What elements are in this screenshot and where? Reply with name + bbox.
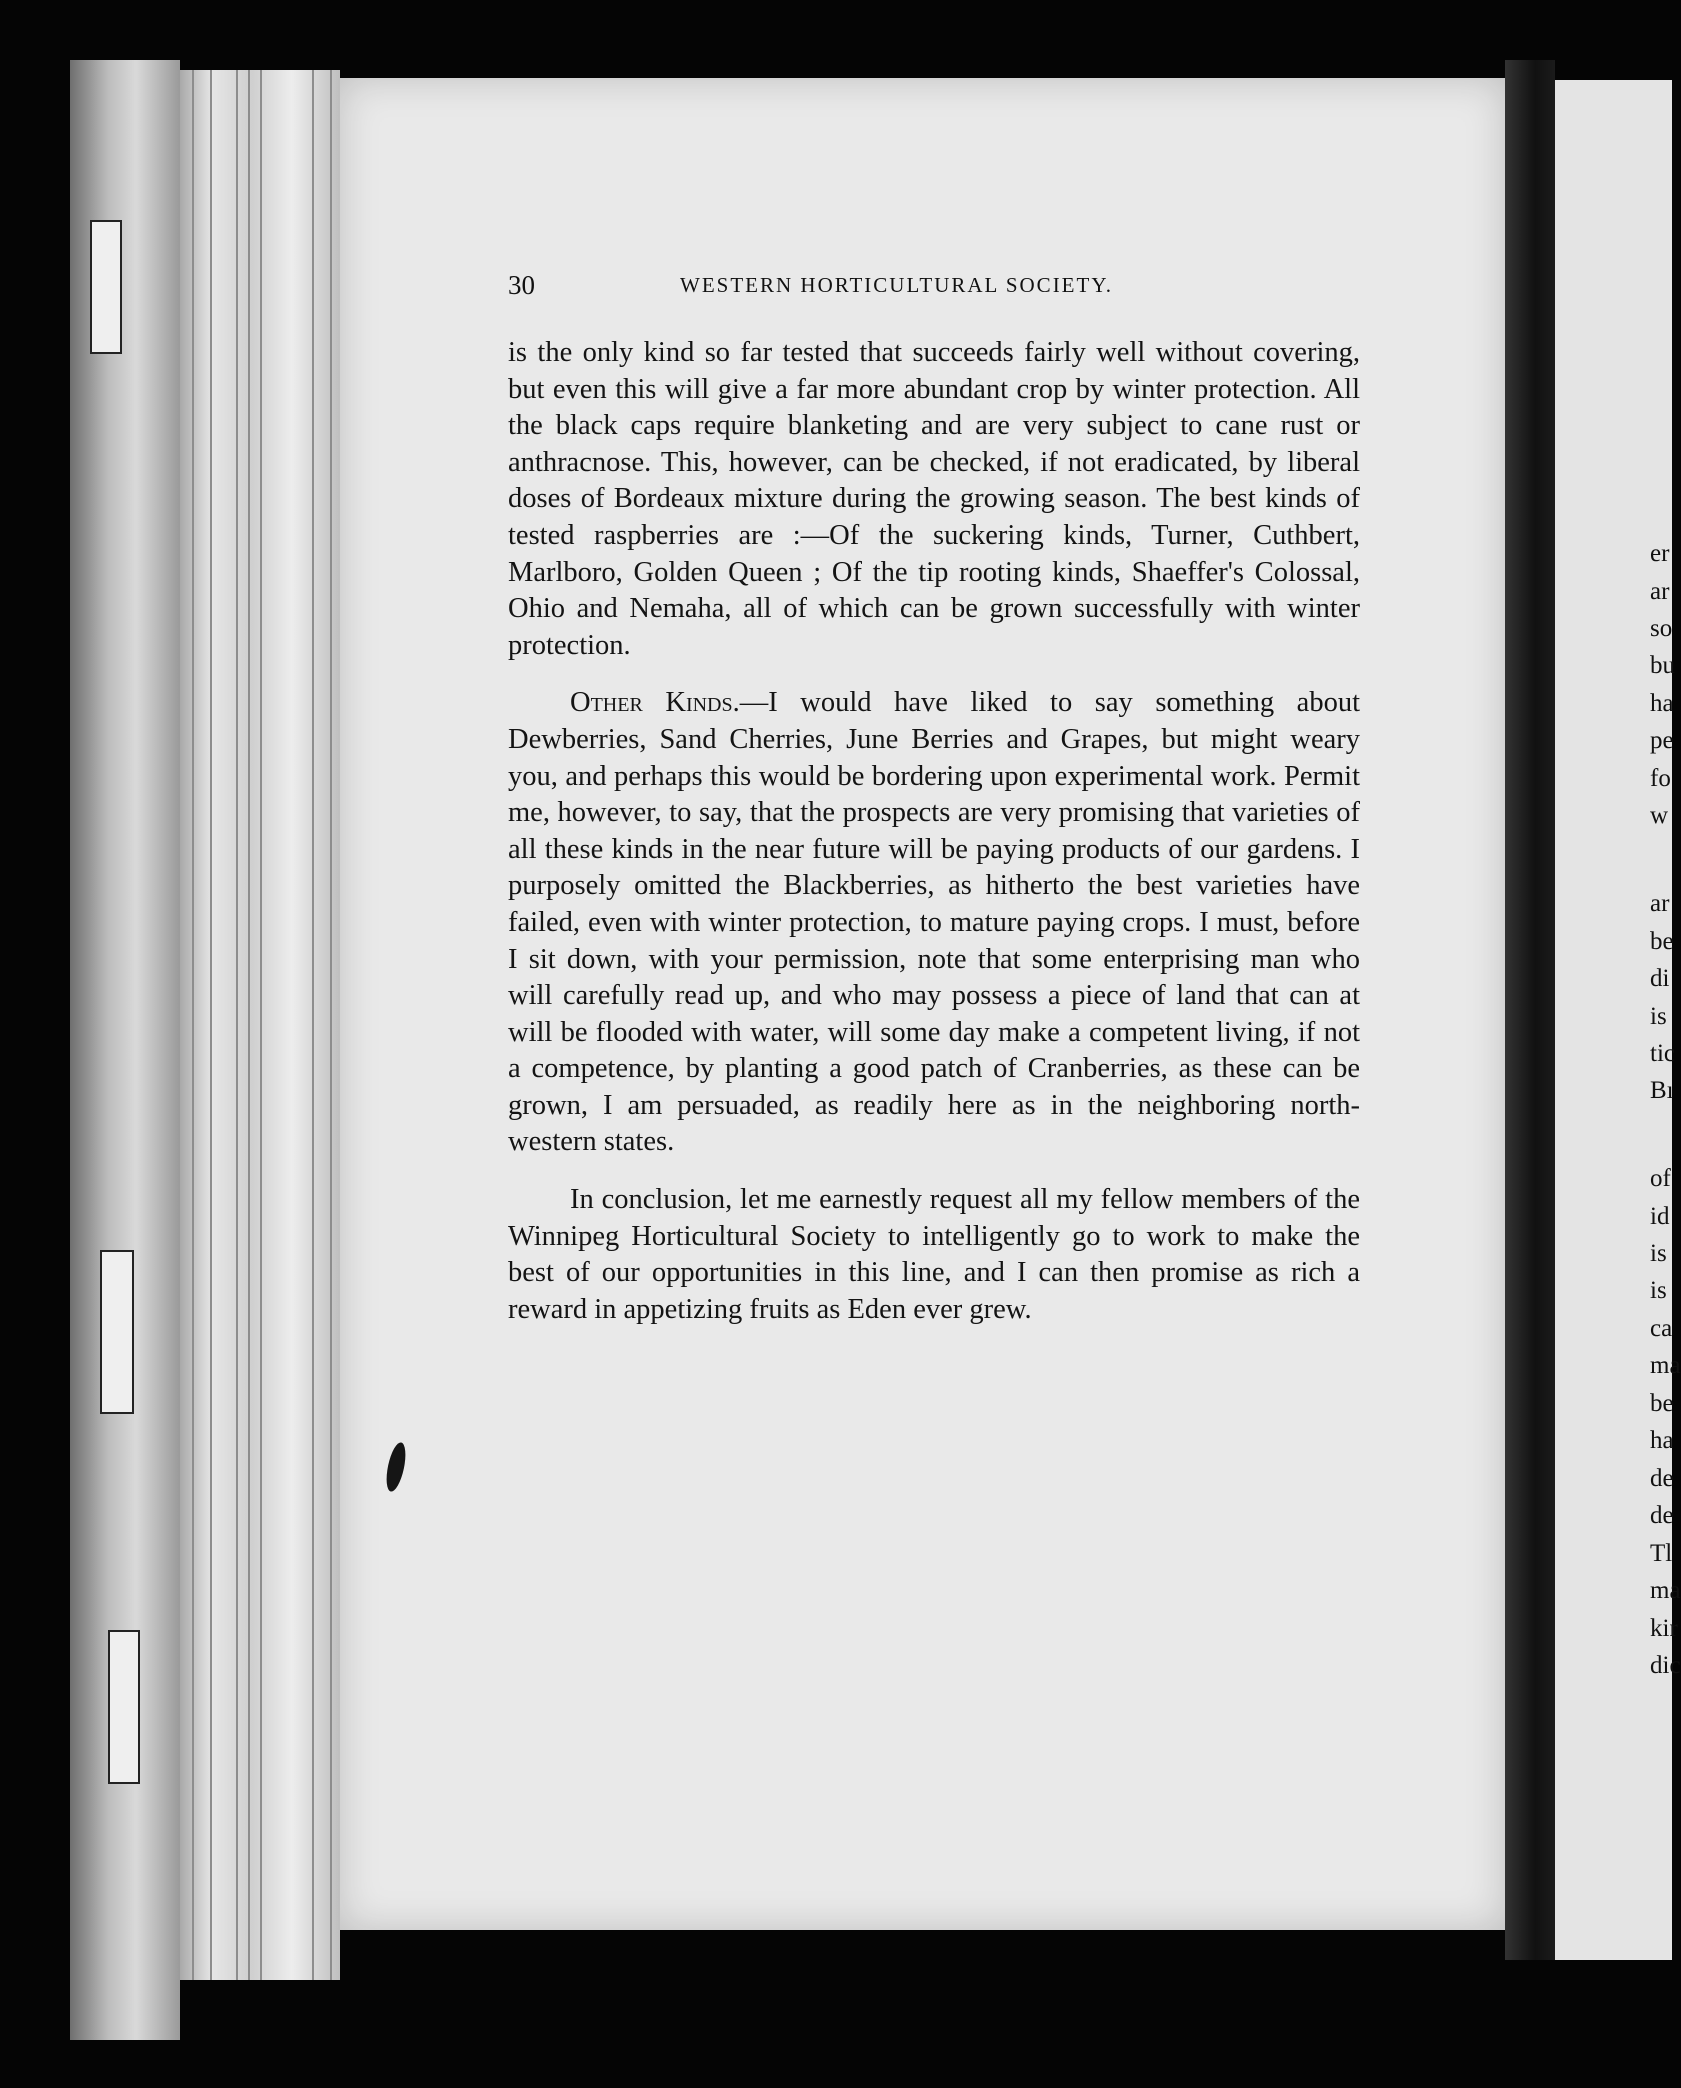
facing-page-text-fragment: ma	[1650, 1577, 1681, 1604]
facing-page-text-fragment: kir	[1650, 1615, 1678, 1642]
facing-page-text-fragment: ar	[1650, 578, 1670, 605]
page-number: 30	[508, 270, 535, 300]
facing-page-text-fragment: is	[1650, 1003, 1667, 1030]
facing-page-text-fragment: of	[1650, 1165, 1671, 1192]
facing-page-text-fragment: de	[1650, 1465, 1674, 1492]
facing-page-text-fragment: fo	[1650, 765, 1671, 792]
facing-page-text-fragment: tic	[1650, 1040, 1675, 1067]
facing-page-text-fragment: di	[1650, 965, 1670, 992]
paper-tab	[108, 1630, 140, 1784]
section-lead: Other Kinds.	[570, 687, 740, 719]
facing-page-text-fragment: w	[1650, 802, 1669, 829]
facing-page-text-fragment: Tl	[1650, 1540, 1673, 1567]
running-head: WESTERN HORTICULTURAL SOCIETY.	[680, 273, 1114, 297]
facing-page-text-fragment: is	[1650, 1240, 1667, 1267]
facing-page-text-fragment: ha	[1650, 1427, 1674, 1454]
facing-page-text-fragment: bu	[1650, 652, 1675, 679]
paragraph-text: In conclusion, let me earnestly request all my fellow members of the Winnipeg Horticultural Society to intelligently go to work to make the best of our opportunities in this line, and I can then promise as rich a reward in appetizing fruits as Eden ever grew.	[508, 1184, 1360, 1325]
facing-page-text-fragment: ar	[1650, 890, 1670, 917]
facing-page-text-fragment: be	[1650, 928, 1674, 955]
page-header	[508, 270, 1188, 310]
facing-page-text-fragment: id	[1650, 1203, 1670, 1230]
facing-page-text-fragment: so	[1650, 615, 1673, 642]
facing-page-fragment	[1555, 80, 1681, 1960]
facing-page-text-fragment: er	[1650, 540, 1670, 567]
facing-page-text-fragment: be	[1650, 1390, 1674, 1417]
facing-page-text-fragment: Bı	[1650, 1077, 1674, 1104]
facing-page-text-fragment: ca	[1650, 1315, 1673, 1342]
paper-tab	[90, 220, 122, 354]
facing-page-text-fragment: de	[1650, 1502, 1674, 1529]
paragraph	[508, 335, 1360, 664]
paragraph	[508, 1182, 1360, 1328]
paragraph-text: —I would have liked to say something about Dewberries, Sand Cherries, June Berries and Grapes, but might weary you, and perhaps this would be bordering upon experimental work. Permit me, however, to say, that the prospects are very promising that varieties of all these kinds in the near future will be paying products of our gardens. I purposely omitted the Blackberries, as hitherto the best varieties have failed, even with winter protection, to mature paying crops. I must, before I sit down, with your permission, note that some enterprising man who will carefully read up, and who may possess a piece of land that can at will be flooded with water, will some day make a competent living, if not a competence, by planting a good patch of Cranberries, as these can be grown, I am persuaded, as readily here as in the neighboring north-western states.	[508, 687, 1360, 1158]
facing-page-text-fragment: ma	[1650, 1352, 1681, 1379]
facing-page-text-fragment: pe	[1650, 727, 1674, 754]
paper-tab	[100, 1250, 134, 1414]
paragraph-text: is the only kind so far tested that succeeds fairly well without covering, but even this will give a far more abundant crop by winter protection. All the black caps require blanketing and are very subject to cane rust or anthracnose. This, however, can be checked, if not eradicated, by liberal doses of Bordeaux mixture during the growing season. The best kinds of tested raspberries are :—Of the suckering kinds, Turner, Cuthbert, Marlboro, Golden Queen ; Of the tip rooting kinds, Shaeffer's Colossal, Ohio and Nemaha, all of which can be grown successfully with winter protection.	[508, 337, 1360, 661]
facing-page-text-fragment: dic	[1650, 1652, 1681, 1679]
body-text	[508, 335, 1360, 1328]
book-gutter	[1505, 60, 1555, 1960]
paragraph	[508, 685, 1360, 1161]
facing-page-text-fragment: is	[1650, 1277, 1667, 1304]
facing-page-text-fragment: ha	[1650, 690, 1674, 717]
page-stack-edges	[180, 70, 340, 1980]
